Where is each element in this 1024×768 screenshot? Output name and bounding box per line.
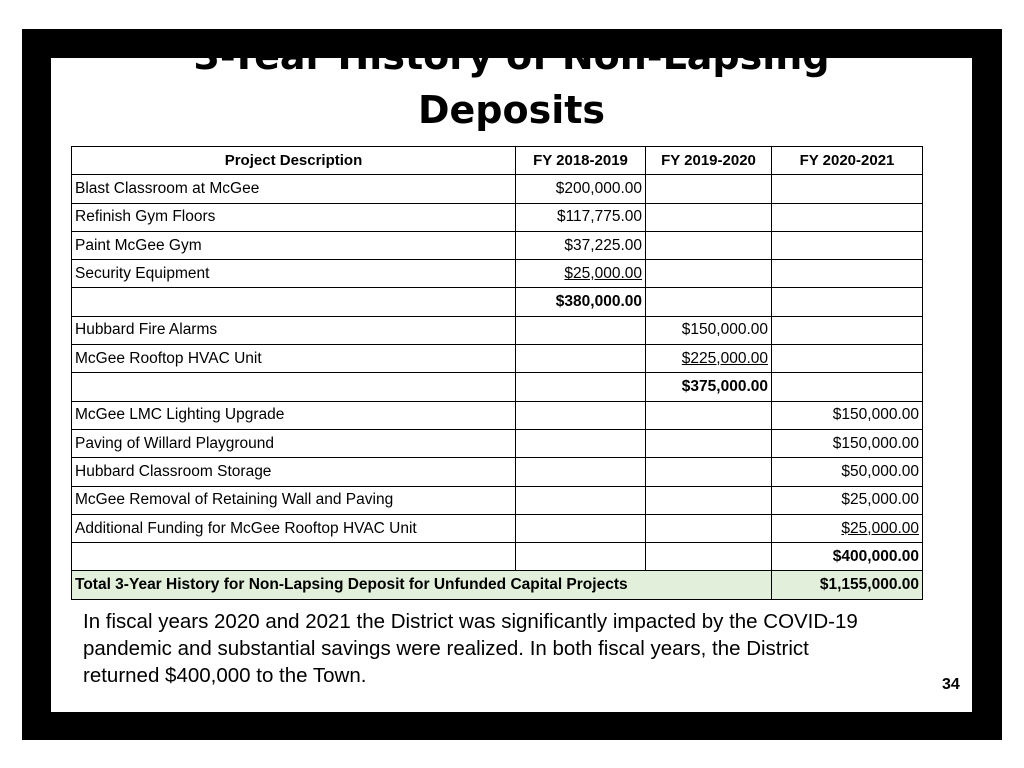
row-description: Paving of Willard Playground [72,429,516,457]
table-row [72,231,923,259]
table-row [72,260,923,288]
table-row [72,175,923,203]
row-description [72,373,516,401]
table-row [72,458,923,486]
slide-title-line-1: 3-Year History of Non-Lapsing [193,34,830,78]
row-fy1-amount: $37,225.00 [516,231,646,259]
row-fy1-amount [516,514,646,542]
table-row [72,401,923,429]
row-description: Hubbard Classroom Storage [72,458,516,486]
row-fy3-amount [772,373,923,401]
fy2-subtotal: $375,000.00 [646,373,772,401]
header-fy-2020-2021: FY 2020-2021 [772,147,923,175]
row-fy1-amount [516,345,646,373]
row-fy1-amount: $200,000.00 [516,175,646,203]
row-description: Security Equipment [72,260,516,288]
row-description: Hubbard Fire Alarms [72,316,516,344]
table-row [72,203,923,231]
row-description [72,288,516,316]
row-fy3-amount [772,203,923,231]
fy3-subtotal: $400,000.00 [772,543,923,571]
grand-total-amount: $1,155,000.00 [772,571,923,599]
covid-note: In fiscal years 2020 and 2021 the District was significantly impacted by the COVID-19 pandemic and substantial savings were realized. In both fiscal years, the District returned $400,000 to the Town. [83,610,858,687]
subtotal-row [72,288,923,316]
table-row [72,514,923,542]
page-number: 34 [942,676,960,693]
row-description [72,543,516,571]
grand-total-label: Total 3-Year History for Non-Lapsing Deposit for Unfunded Capital Projects [72,571,772,599]
row-fy3-amount [772,231,923,259]
row-fy3-amount [772,260,923,288]
header-fy-2018-2019: FY 2018-2019 [516,147,646,175]
row-fy2-amount [646,458,772,486]
row-fy2-amount [646,288,772,316]
row-fy2-amount [646,486,772,514]
row-description: McGee Rooftop HVAC Unit [72,345,516,373]
row-fy2-amount [646,429,772,457]
row-fy2-amount [646,514,772,542]
table-header-row [72,147,923,175]
row-fy3-amount: $50,000.00 [772,458,923,486]
row-fy1-amount [516,429,646,457]
row-fy1-amount [516,401,646,429]
table-row [72,316,923,344]
row-fy1-amount [516,458,646,486]
row-fy1-amount [516,373,646,401]
row-fy1-amount: $25,000.00 [516,260,646,288]
row-fy1-amount [516,316,646,344]
row-description: Refinish Gym Floors [72,203,516,231]
deposits-table [71,146,923,600]
header-fy-2019-2020: FY 2019-2020 [646,147,772,175]
row-description: McGee LMC Lighting Upgrade [72,401,516,429]
row-fy2-amount [646,401,772,429]
row-fy3-amount [772,345,923,373]
row-fy3-amount: $25,000.00 [772,486,923,514]
row-description: Paint McGee Gym [72,231,516,259]
header-project-description: Project Description [72,147,516,175]
subtotal-row [72,543,923,571]
row-fy2-amount: $150,000.00 [646,316,772,344]
grand-total-row [72,571,923,599]
slide-title-line-2: Deposits [417,88,606,132]
row-fy1-amount: $117,775.00 [516,203,646,231]
fy1-subtotal: $380,000.00 [516,288,646,316]
row-fy2-amount: $225,000.00 [646,345,772,373]
row-fy1-amount [516,543,646,571]
row-fy2-amount [646,543,772,571]
row-description: Blast Classroom at McGee [72,175,516,203]
row-fy2-amount [646,175,772,203]
row-fy3-amount: $150,000.00 [772,401,923,429]
table-row [72,345,923,373]
slide [51,34,972,712]
row-fy3-amount [772,316,923,344]
row-fy2-amount [646,231,772,259]
table-row [72,429,923,457]
row-fy2-amount [646,203,772,231]
row-fy3-amount [772,175,923,203]
row-description: McGee Removal of Retaining Wall and Paving [72,486,516,514]
row-fy2-amount [646,260,772,288]
table-row [72,486,923,514]
row-fy3-amount: $25,000.00 [772,514,923,542]
row-fy3-amount: $150,000.00 [772,429,923,457]
row-fy1-amount [516,486,646,514]
row-fy3-amount [772,288,923,316]
subtotal-row [72,373,923,401]
row-description: Additional Funding for McGee Rooftop HVAC Unit [72,514,516,542]
